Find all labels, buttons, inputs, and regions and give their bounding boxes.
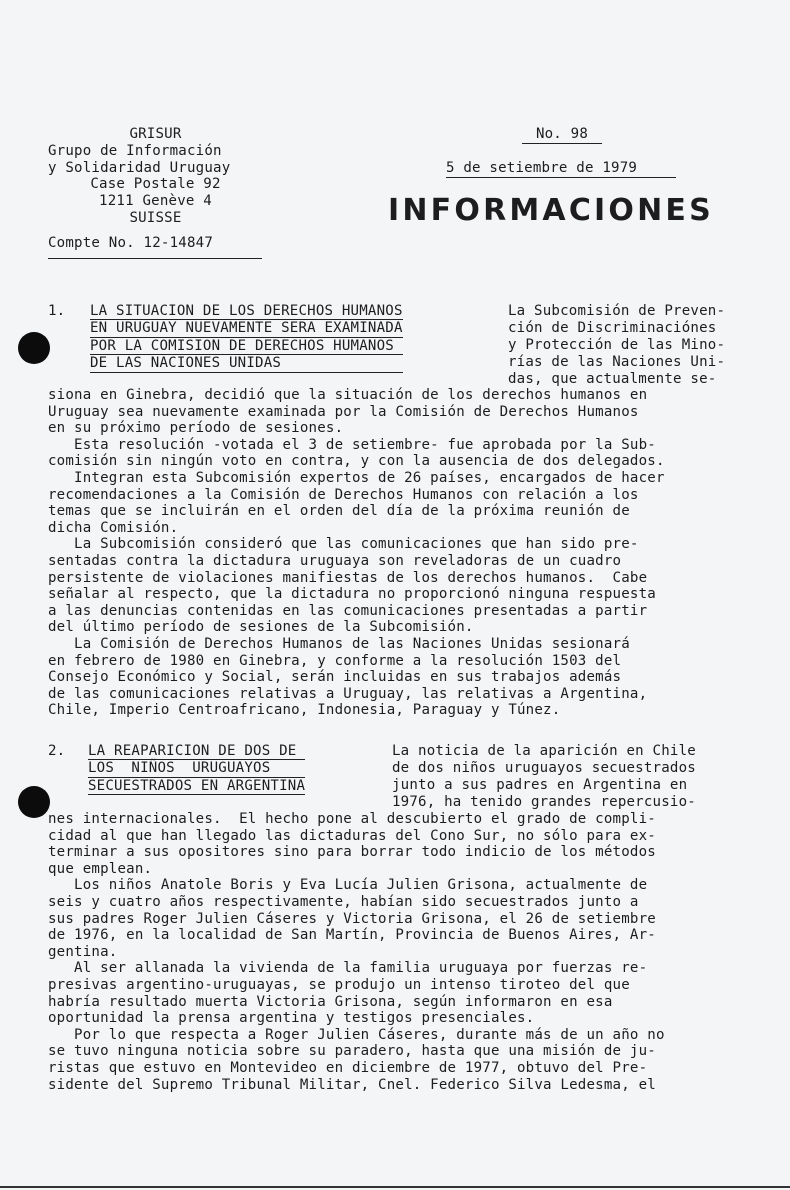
body-line: Chile, Imperio Centroafricano, Indonesia, Paraguay y Túnez. bbox=[48, 702, 561, 719]
section-title bbox=[88, 743, 305, 795]
body-line: comisión sin ningún voto en contra, y con la ausencia de dos delegados. bbox=[48, 453, 665, 470]
body-line: temas que se incluirán en el orden del día de la próxima reunión de bbox=[48, 503, 630, 520]
body-line: sidente del Supremo Tribunal Militar, Cnel. Federico Silva Ledesma, el bbox=[48, 1076, 656, 1093]
org-name: GRISUR bbox=[129, 126, 182, 142]
issue-number: No. 98 bbox=[535, 126, 589, 142]
address-line: 1211 Genève 4 bbox=[99, 193, 212, 210]
side-line: 1976, ha tenido grandes repercusio- bbox=[392, 794, 696, 810]
body-line: sentadas contra la dictadura uruguaya son reveladoras de un cuadro bbox=[48, 552, 622, 569]
issue-number-underline bbox=[522, 143, 602, 144]
body-line: recomendaciones a la Comisión de Derechos Humanos con relación a los bbox=[48, 486, 639, 503]
section-title-line: LA SITUACION DE LOS DERECHOS HUMANOS bbox=[90, 303, 403, 319]
body-line: La Comisión de Derechos Humanos de las Naciones Unidas sesionará bbox=[48, 635, 630, 652]
section-body bbox=[48, 811, 768, 1093]
section-title-line: POR LA COMISION DE DERECHOS HUMANOS bbox=[90, 338, 403, 355]
section-number: 2. bbox=[48, 743, 66, 759]
body-line: habría resultado muerta Victoria Grisona, según informaron en esa bbox=[48, 993, 613, 1010]
account-number: Compte No. 12-14847 bbox=[48, 234, 214, 251]
body-line: siona en Ginebra, decidió que la situación de los derechos humanos en bbox=[48, 387, 648, 403]
body-line: ristas que estuvo en Montevideo en diciembre de 1977, obtuvo del Pre- bbox=[48, 1059, 648, 1076]
section-title-line: LOS NIÑOS URUGUAYOS bbox=[88, 760, 305, 777]
side-line: de dos niños uruguayos secuestrados bbox=[392, 760, 696, 776]
body-line: Al ser allanada la vivienda de la familia uruguaya por fuerzas re- bbox=[48, 960, 648, 977]
body-line: dicha Comisión. bbox=[48, 519, 179, 536]
side-line: rías de las Naciones Uni- bbox=[508, 354, 726, 370]
body-line: Uruguay sea nuevamente examinada por la Comisión de Derechos Humanos bbox=[48, 403, 639, 420]
section-number: 1. bbox=[48, 303, 66, 319]
side-line: ción de Discriminaciónes bbox=[508, 320, 717, 336]
section-title-line: EN URUGUAY NUEVAMENTE SERA EXAMINADA bbox=[90, 320, 403, 337]
address-line: Case Postale 92 bbox=[90, 176, 221, 193]
body-line: Esta resolución -votada el 3 de setiembre- fue aprobada por la Sub- bbox=[48, 436, 656, 453]
body-line: La Subcomisión consideró que las comunicaciones que han sido pre- bbox=[48, 536, 639, 553]
body-line: nes internacionales. El hecho pone al descubierto el grado de compli- bbox=[48, 811, 656, 827]
body-line: en febrero de 1980 en Ginebra, y conforme a la resolución 1503 del bbox=[48, 652, 622, 669]
page-bottom-edge bbox=[0, 1186, 790, 1188]
address-line: SUISSE bbox=[129, 209, 182, 226]
section-body bbox=[48, 387, 768, 719]
body-line: de las comunicaciones relativas a Uruguay, las relativas a Argentina, bbox=[48, 685, 648, 702]
body-line: Consejo Económico y Social, serán incluidas en sus trabajos además bbox=[48, 669, 622, 686]
organization-block bbox=[48, 126, 263, 252]
body-line: de 1976, en la localidad de San Martín, Provincia de Buenos Aires, Ar- bbox=[48, 927, 656, 944]
issue-date: 5 de setiembre de 1979 bbox=[446, 160, 638, 176]
body-line: cidad al que han llegado las dictaduras del Cono Sur, no sólo para ex- bbox=[48, 827, 656, 844]
masthead-title: INFORMACIONES bbox=[388, 193, 714, 228]
side-line: y Protección de las Mino- bbox=[508, 337, 726, 353]
section-title-line: LA REAPARICION DE DOS DE bbox=[88, 743, 305, 760]
body-line: seis y cuatro años respectivamente, habían sido secuestrados junto a bbox=[48, 893, 639, 910]
section-title bbox=[90, 303, 403, 373]
side-line: das, que actualmente se- bbox=[508, 371, 717, 387]
section-title-line: SECUESTRADOS EN ARGENTINA bbox=[88, 777, 306, 794]
body-line: terminar a sus opositores sino para borrar todo indicio de los métodos bbox=[48, 844, 656, 861]
side-line: junto a sus padres en Argentina en bbox=[392, 777, 688, 793]
body-line: Por lo que respecta a Roger Julien Cáseres, durante más de un año no bbox=[48, 1026, 665, 1043]
body-line: señalar al respecto, que la dictadura no proporcionó ninguna respuesta bbox=[48, 586, 656, 603]
side-line: La noticia de la aparición en Chile bbox=[392, 743, 696, 759]
body-line: del último período de sesiones de la Subcomisión. bbox=[48, 619, 474, 636]
body-line: presivas argentino-uruguayas, se produjo un intenso tiroteo del que bbox=[48, 976, 630, 993]
body-line: Integran esta Subcomisión expertos de 26 países, encargados de hacer bbox=[48, 469, 665, 486]
body-line: en su próximo período de sesiones. bbox=[48, 420, 344, 437]
body-line: Los niños Anatole Boris y Eva Lucía Julien Grisona, actualmente de bbox=[48, 877, 648, 894]
org-line: y Solidaridad Uruguay bbox=[48, 159, 231, 176]
body-line: a las denuncias contenidas en las comunicaciones presentadas a partir bbox=[48, 602, 648, 619]
punch-hole bbox=[18, 786, 50, 818]
body-line: oportunidad la prensa argentina y testigos presenciales. bbox=[48, 1010, 535, 1027]
body-line: se tuvo ninguna noticia sobre su paradero, hasta que una misión de ju- bbox=[48, 1043, 656, 1060]
section-side-text bbox=[508, 303, 725, 388]
section-title-line: DE LAS NACIONES UNIDAS bbox=[90, 355, 403, 372]
side-line: La Subcomisión de Preven- bbox=[508, 303, 726, 319]
body-line: gentina. bbox=[48, 943, 118, 960]
header-divider bbox=[48, 258, 262, 259]
org-line: Grupo de Información bbox=[48, 142, 222, 159]
punch-hole bbox=[18, 332, 50, 364]
section-side-text bbox=[392, 743, 696, 811]
body-line: que emplean. bbox=[48, 860, 153, 877]
body-line: persistente de violaciones manifiestas de los derechos humanos. Cabe bbox=[48, 569, 648, 586]
body-line: sus padres Roger Julien Cáseres y Victoria Grisona, el 26 de setiembre bbox=[48, 910, 656, 927]
issue-date-underline bbox=[446, 177, 676, 178]
